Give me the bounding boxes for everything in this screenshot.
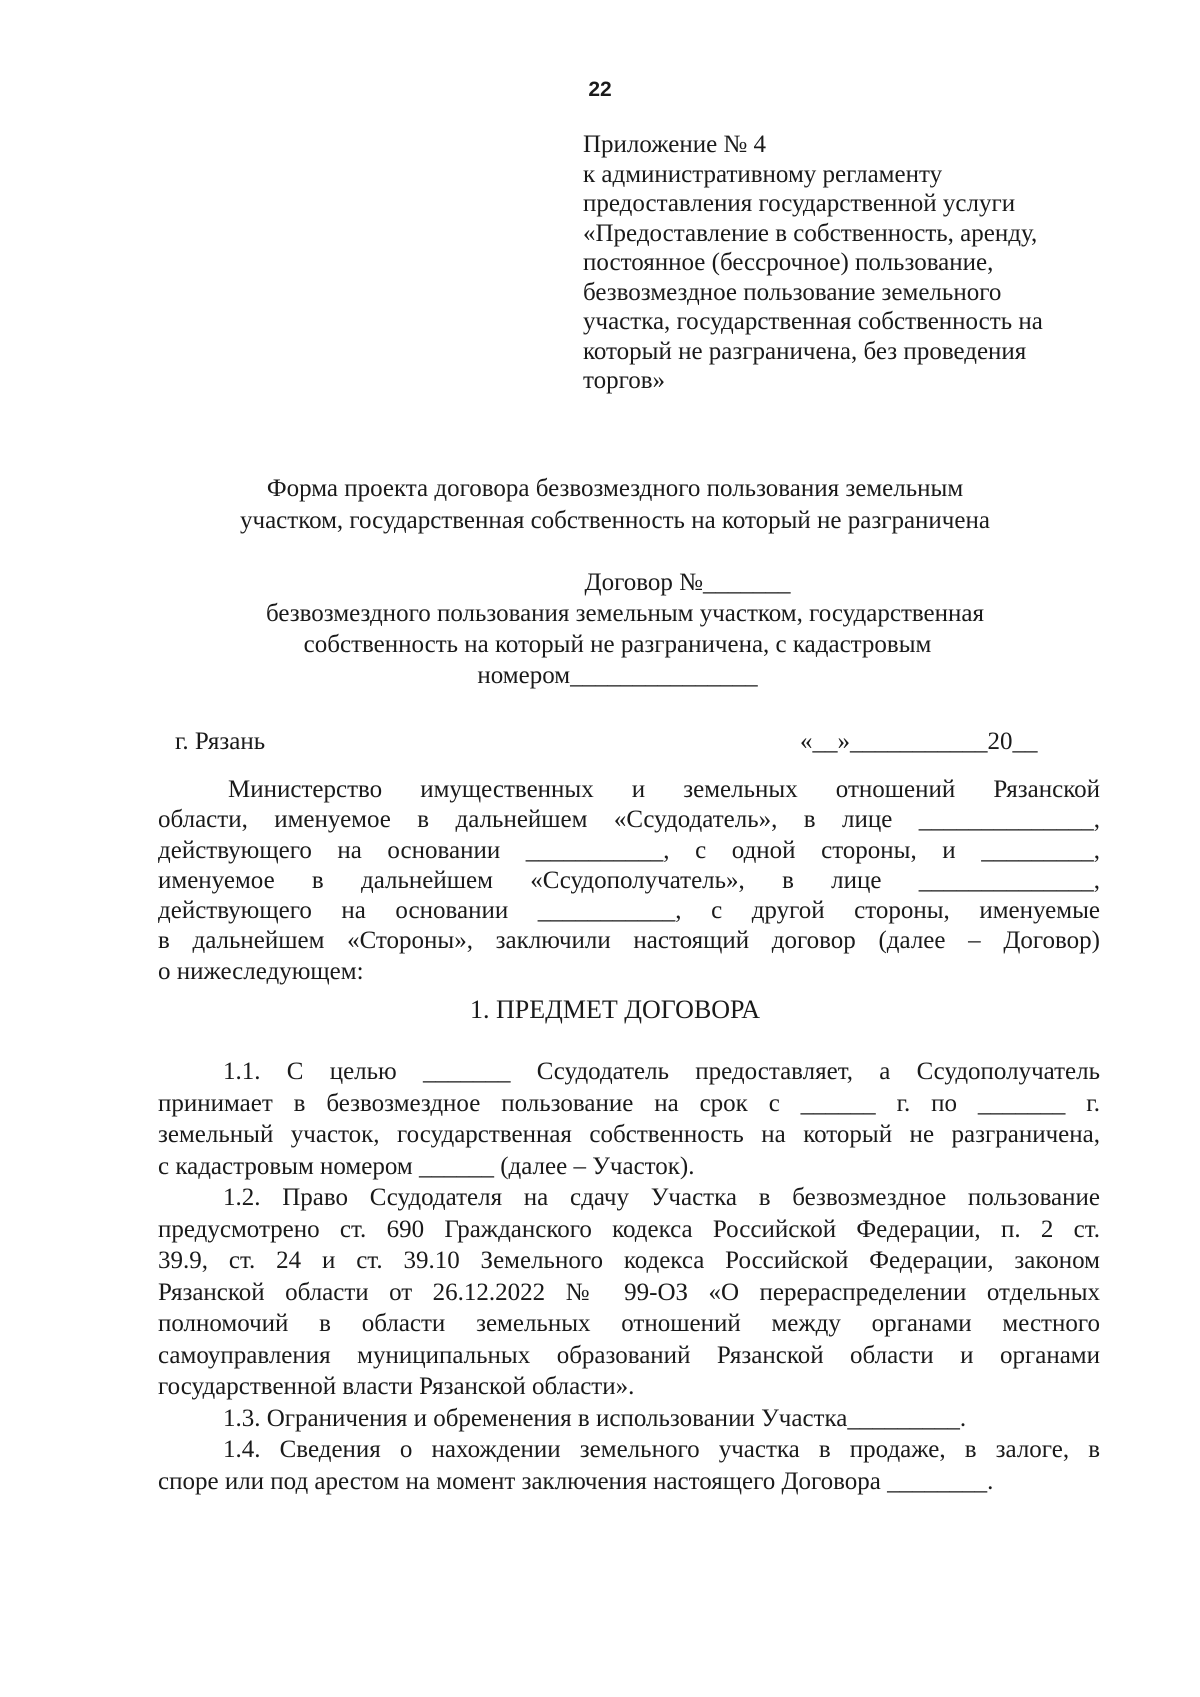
clause-1-2-line: 39.9, ст. 24 и ст. 39.10 Земельного кодекса Российской Федерации, законом	[158, 1247, 1100, 1274]
preamble-line: действующего на основании ___________, с другой стороны, именуемые	[158, 897, 1100, 925]
page-number: 22	[588, 78, 612, 101]
clause-1-1-line: 1.1. С целью _______ Ссудодатель предоставляет, а Ссудополучатель	[223, 1058, 1100, 1085]
appendix-line: участка, государственная собственность на	[583, 308, 1043, 335]
clause-1-3: 1.3. Ограничения и обременения в использовании Участка_________.	[223, 1404, 967, 1432]
clause-1-1-line: принимает в безвозмездное пользование на срок с ______ г. по _______ г.	[158, 1089, 1100, 1117]
form-title-line: участком, государственная собственность на который не разграничена	[240, 507, 990, 534]
contract-number: Договор №_______	[584, 569, 791, 596]
appendix-line: торгов»	[583, 367, 666, 394]
clause-1-2-line: Рязанской области от 26.12.2022 № 99-ОЗ «О перераспределении отдельных	[158, 1278, 1100, 1306]
preamble-line: о нижеследующем:	[158, 957, 364, 985]
clause-1-2-line: предусмотрено ст. 690 Гражданского кодекса Российской Федерации, п. 2 ст.	[158, 1215, 1100, 1243]
preamble-line: действующего на основании ___________, с одной стороны, и _________,	[158, 836, 1100, 864]
clause-1-1-line: земельный участок, государственная собственность на который не разграничена,	[158, 1121, 1100, 1148]
clause-1-2-line: государственной власти Рязанской области».	[158, 1373, 635, 1400]
preamble-line: в дальнейшем «Стороны», заключили настоящий договор (далее – Договор)	[158, 927, 1100, 955]
appendix-line: Приложение № 4	[583, 131, 767, 158]
contract-subtitle-line: безвозмездного пользования земельным участком, государственная	[266, 600, 984, 627]
contract-date: «__»___________20__	[800, 728, 1038, 755]
clause-1-4-line: 1.4. Сведения о нахождении земельного участка в продаже, в залоге, в	[223, 1436, 1100, 1463]
appendix-line: который не разграничена, без проведения	[583, 337, 1027, 365]
preamble-line: именуемое в дальнейшем «Ссудополучатель», в лице ______________,	[158, 866, 1100, 894]
appendix-line: безвозмездное пользование земельного	[583, 278, 1002, 306]
clause-1-4-line: споре или под арестом на момент заключения настоящего Договора ________.	[158, 1467, 994, 1495]
section-1-body	[158, 1056, 1100, 1497]
appendix-line: постоянное (бессрочное) пользование,	[583, 249, 994, 276]
preamble	[158, 775, 1100, 987]
contract-heading	[150, 567, 1080, 691]
contract-place: г. Рязань	[175, 728, 266, 755]
preamble-line: Министерство имущественных и земельных отношений Рязанской	[228, 776, 1100, 803]
appendix-line: предоставления государственной услуги	[583, 190, 1016, 217]
preamble-line: области, именуемое в дальнейшем «Ссудодатель», в лице ______________,	[158, 806, 1100, 834]
contract-cadastral-number: номером_______________	[477, 662, 758, 689]
form-title-line: Форма проекта договора безвозмездного пользования земельным	[266, 475, 964, 502]
form-title	[150, 473, 1080, 537]
appendix-line: «Предоставление в собственность, аренду,	[583, 219, 1038, 247]
clause-1-2-line: полномочий в области земельных отношений между органами местного	[158, 1310, 1100, 1337]
appendix-line: к административному регламенту	[583, 160, 943, 188]
clause-1-2-line: самоуправления муниципальных образований Рязанской области и органами	[158, 1341, 1100, 1369]
appendix-header	[583, 130, 1103, 396]
clause-1-2-line: 1.2. Право Ссудодателя на сдачу Участка в безвозмездное пользование	[223, 1184, 1100, 1211]
contract-subtitle-line: собственность на который не разграничена, с кадастровым	[303, 631, 932, 658]
clause-1-1-line: с кадастровым номером ______ (далее – Участок).	[158, 1152, 695, 1180]
section-title: 1. ПРЕДМЕТ ДОГОВОРА	[470, 995, 760, 1024]
